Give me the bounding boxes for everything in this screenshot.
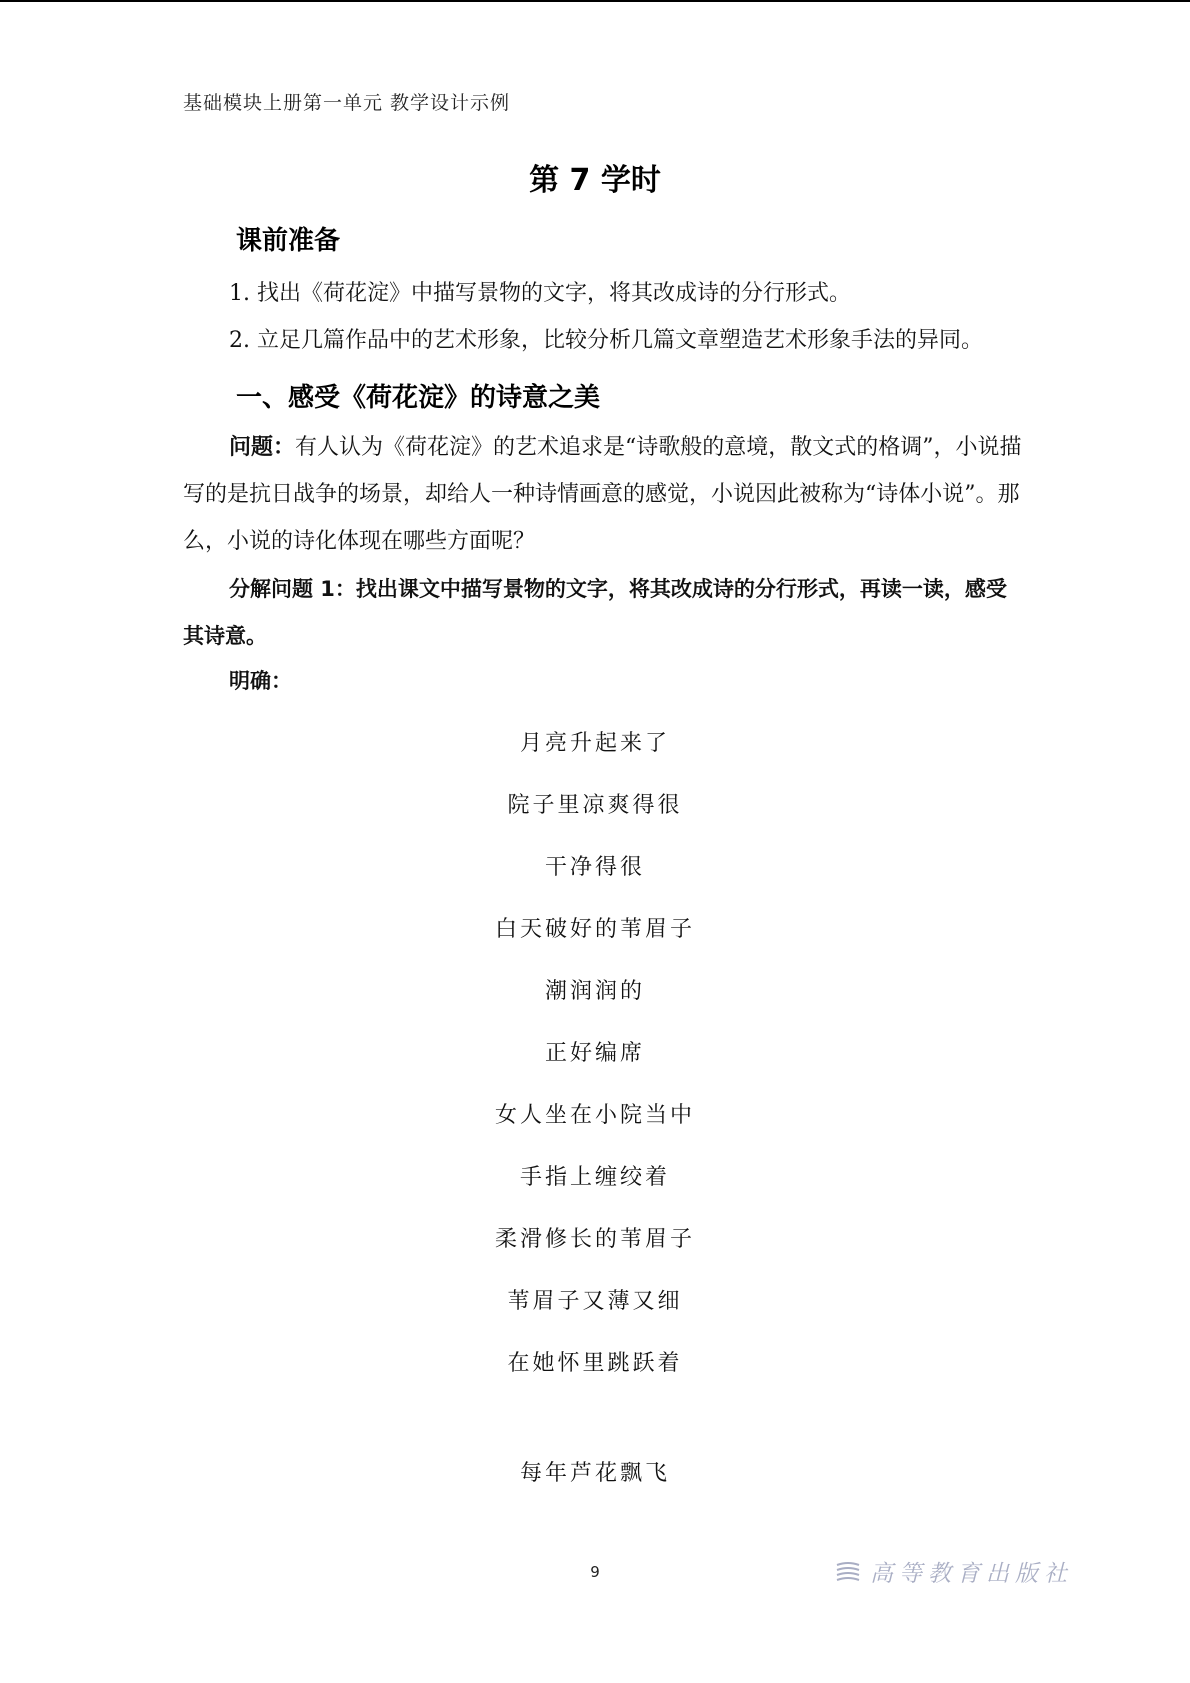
running-header: 基础模块上册第一单元 教学设计示例 [183,92,511,114]
sub-question-1: 分解问题 1：找出课文中描写景物的文字，将其改成诗的分行形式，再读一读，感受其诗意。 [183,577,1007,648]
question-paragraph [183,424,1023,565]
poem-line: 潮润润的 [544,979,645,1004]
publisher-name: 高等教育出版社 [870,1561,1073,1587]
page-number: 9 [590,1563,600,1581]
clarify-label: 明确： [229,669,292,693]
poem-line: 白天破好的苇眉子 [494,917,695,942]
prep-item-2: 2. 立足几篇作品中的艺术形象，比较分析几篇文章塑造艺术形象手法的异同。 [229,328,983,353]
lesson-title: 第 7 学时 [529,163,661,198]
poem-line-stanza-2: 每年芦花飘飞 [519,1461,670,1486]
section-1-heading: 一、感受《荷花淀》的诗意之美 [236,383,601,413]
publisher-logo-icon [836,1561,860,1583]
poem-line: 苇眉子又薄又细 [507,1289,683,1314]
poem-line: 女人坐在小院当中 [494,1103,695,1128]
prep-item-1: 1. 找出《荷花淀》中描写景物的文字，将其改成诗的分行形式。 [229,281,851,306]
poem-line: 在她怀里跳跃着 [507,1351,683,1376]
poem-line: 柔滑修长的苇眉子 [494,1227,695,1252]
question-label: 问题： [229,435,296,460]
top-border-rule [0,0,1190,2]
poem-line: 院子里凉爽得很 [507,793,683,818]
publisher-mark [836,1555,1073,1588]
prep-list [183,270,1023,364]
poem-line: 月亮升起来了 [519,731,670,756]
prep-heading: 课前准备 [236,226,341,256]
question-text: 有人认为《荷花淀》的艺术追求是“诗歌般的意境，散文式的格调”，小说描写的是抗日战争的场景，却给人一种诗情画意的感觉，小说因此被称为“诗体小说”。那么，小说的诗化体现在哪些方面呢？ [183,435,1022,554]
poem-line: 手指上缠绞着 [519,1165,670,1190]
poem-line: 正好编席 [544,1041,645,1066]
poem-line: 干净得很 [544,855,645,880]
